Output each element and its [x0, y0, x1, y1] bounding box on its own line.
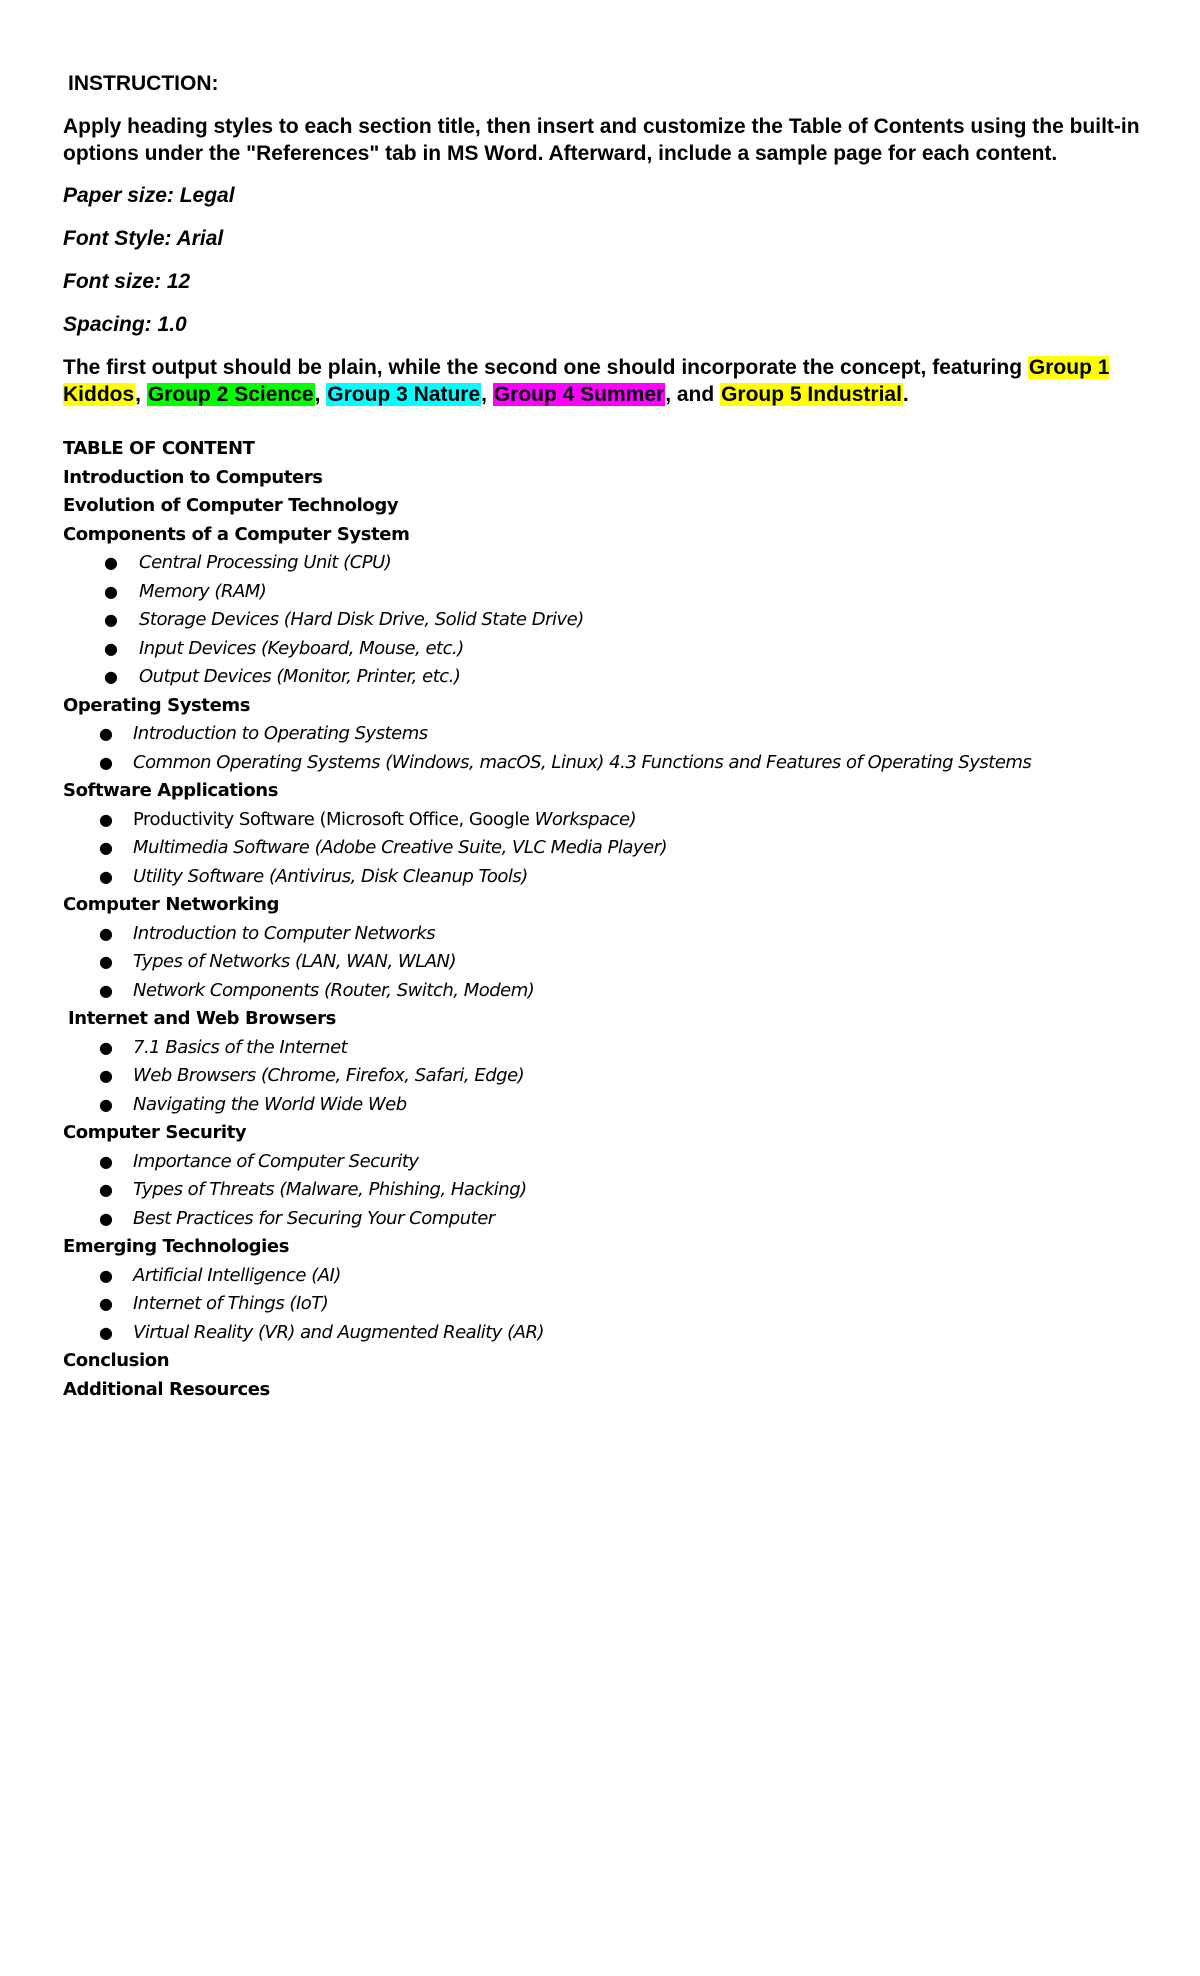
bullet-icon: ● [99, 1066, 113, 1085]
toc-subitem-label: Importance of Computer Security [133, 1150, 419, 1172]
bullet-icon: ● [99, 752, 113, 772]
toc-subitem[interactable] [63, 1290, 1188, 1319]
toc-subitem[interactable] [63, 635, 1188, 664]
bullet-icon: ● [104, 610, 118, 629]
toc-subitem-label: 7.1 Basics of the Internet [133, 1036, 348, 1058]
toc-subitem-label: Multimedia Software (Adobe Creative Suite, VLC Media Player) [133, 837, 668, 858]
toc-subitem-label: Memory (RAM) [139, 580, 267, 602]
bullet-icon: ● [99, 809, 113, 829]
toc-subitem[interactable] [63, 834, 1188, 863]
bullet-icon: ● [99, 1208, 113, 1228]
toc-subitem[interactable] [63, 806, 1188, 835]
toc-subitem[interactable] [63, 749, 1188, 778]
toc-subitem-label: Types of Threats (Malware, Phishing, Hacking) [133, 1179, 527, 1200]
toc-section-operating-systems[interactable]: Operating Systems [63, 694, 251, 716]
toc-subitem-label: Best Practices for Securing Your Computer [133, 1207, 495, 1229]
bullet-icon: ● [99, 923, 113, 943]
group-3-highlight: Group 3 Nature [327, 383, 481, 406]
toc-section-introduction[interactable]: Introduction to Computers [63, 466, 323, 488]
bullet-icon: ● [99, 1294, 113, 1313]
toc-subitem-label: Web Browsers (Chrome, Firefox, Safari, Edge) [133, 1065, 525, 1086]
bullet-icon: ● [99, 1151, 113, 1171]
bullet-icon: ● [104, 553, 118, 572]
toc-subitem-label: Types of Networks (LAN, WAN, WLAN) [133, 951, 457, 972]
toc-subitem[interactable] [63, 1262, 1188, 1291]
toc-subitem-label: Common Operating Systems (Windows, macOS, Linux) 4.3 Functions and Features of Operating Systems [133, 751, 1032, 773]
toc-subitem[interactable] [63, 720, 1188, 749]
toc-subitem[interactable] [63, 1062, 1188, 1091]
group-5-highlight: Group 5 Industrial [721, 383, 902, 406]
toc-subitem-label: Storage Devices (Hard Disk Drive, Solid State Drive) [139, 609, 584, 630]
toc-subitem-label: Productivity Software (Microsoft Office, Google [133, 808, 535, 830]
separator: , and [665, 383, 715, 406]
bullet-icon: ● [99, 1322, 113, 1342]
group-4-highlight: Group 4 Summer [493, 383, 665, 406]
bullet-icon: ● [99, 980, 113, 1000]
toc-subitem-label-italic: Workspace) [534, 808, 637, 830]
font-size-spec: Font size: 12 [63, 270, 191, 293]
toc-subitem-label: Internet of Things (IoT) [133, 1293, 329, 1314]
toc-subitem-label: Introduction to Computer Networks [133, 922, 436, 944]
bullet-icon: ● [99, 838, 113, 857]
toc-subitem[interactable] [63, 1176, 1188, 1205]
instruction-body: Apply heading styles to each section title, then insert and customize the Table of Contents using the built-in options under the "References" tab in MS Word. Afterward, include a sample page for each content. [63, 115, 1140, 165]
bullet-icon: ● [104, 638, 118, 658]
bullet-icon: ● [104, 581, 118, 601]
toc-subitem-label: Input Devices (Keyboard, Mouse, etc.) [139, 637, 464, 659]
spacing-spec: Spacing: 1.0 [63, 313, 187, 336]
toc-subitem[interactable] [63, 948, 1188, 977]
toc-subitem-label: Introduction to Operating Systems [133, 723, 428, 744]
toc-title: TABLE OF CONTENT [63, 438, 255, 459]
toc-subitem[interactable] [63, 1148, 1188, 1177]
toc-subitem-label: Artificial Intelligence (AI) [133, 1264, 341, 1286]
toc-subitem[interactable] [63, 1205, 1188, 1234]
bullet-icon: ● [99, 1265, 113, 1285]
toc-subitem-label: Network Components (Router, Switch, Modem) [133, 979, 535, 1001]
toc-section-software-applications[interactable]: Software Applications [63, 780, 279, 801]
paper-size-spec: Paper size: Legal [63, 184, 235, 207]
toc-subitem-label: Utility Software (Antivirus, Disk Cleanup Tools) [133, 865, 528, 887]
toc-subitem[interactable] [63, 863, 1188, 892]
toc-subitem-label: Navigating the World Wide Web [133, 1093, 407, 1115]
toc-section-components[interactable]: Components of a Computer System [63, 523, 410, 545]
toc-section-additional-resources[interactable]: Additional Resources [63, 1378, 270, 1400]
toc-subitem[interactable] [63, 663, 1188, 692]
group-1-highlight: Group 1 Kiddos [63, 356, 1110, 406]
toc-subitem[interactable] [63, 1319, 1188, 1348]
table-of-contents [63, 435, 1188, 1404]
toc-section-networking[interactable]: Computer Networking [63, 894, 279, 915]
toc-section-evolution[interactable]: Evolution of Computer Technology [63, 495, 399, 516]
bullet-icon: ● [99, 866, 113, 886]
concept-paragraph [63, 354, 1188, 408]
concept-intro-text: The first output should be plain, while the second one should incorporate the concept, featuring [63, 356, 1023, 379]
toc-subitem[interactable] [63, 920, 1188, 949]
toc-subitem-label: Central Processing Unit (CPU) [139, 552, 392, 573]
toc-subitem-label: Virtual Reality (VR) and Augmented Reality (AR) [133, 1321, 545, 1343]
bullet-icon: ● [99, 724, 113, 743]
toc-subitem[interactable] [63, 1034, 1188, 1063]
toc-subitem-label: Output Devices (Monitor, Printer, etc.) [139, 666, 461, 687]
group-2-highlight: Group 2 Science [147, 383, 314, 406]
toc-section-emerging[interactable]: Emerging Technologies [63, 1236, 290, 1257]
toc-section-conclusion[interactable]: Conclusion [63, 1350, 170, 1371]
separator: , [135, 383, 142, 406]
instruction-title: INSTRUCTION: [68, 72, 219, 95]
separator: , [481, 383, 487, 406]
bullet-icon: ● [99, 1037, 113, 1057]
bullet-icon: ● [104, 667, 118, 686]
toc-section-internet[interactable]: Internet and Web Browsers [68, 1008, 336, 1029]
font-style-spec: Font Style: Arial [63, 227, 224, 250]
bullet-icon: ● [99, 952, 113, 971]
separator: , [314, 383, 321, 406]
toc-subitem[interactable] [63, 1091, 1188, 1120]
bullet-icon: ● [99, 1180, 113, 1199]
toc-subitem[interactable] [63, 977, 1188, 1006]
toc-section-security[interactable]: Computer Security [63, 1122, 247, 1143]
separator: . [902, 383, 909, 406]
toc-subitem[interactable] [63, 549, 1188, 578]
toc-subitem[interactable] [63, 606, 1188, 635]
toc-subitem[interactable] [63, 578, 1188, 607]
bullet-icon: ● [99, 1094, 113, 1114]
